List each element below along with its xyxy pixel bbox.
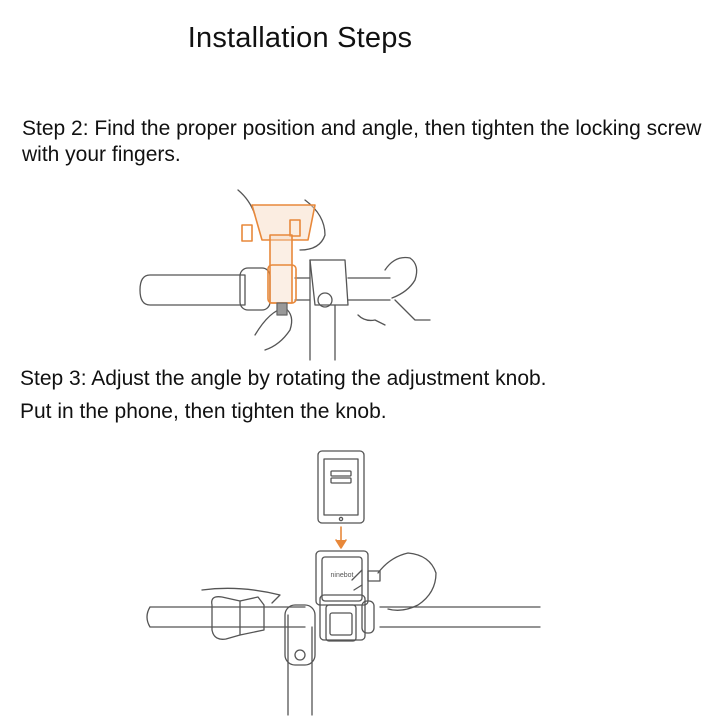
step-3-instruction-line-2: Put in the phone, then tighten the knob. xyxy=(20,400,387,423)
phone-mount xyxy=(242,205,315,303)
step-2-instruction: Step 2: Find the proper position and angle, then tighten the locking screw with your fingers. xyxy=(22,117,702,166)
phone xyxy=(318,451,364,523)
handlebar-grip xyxy=(140,275,245,305)
stem-clamp xyxy=(310,260,348,305)
step-2-illustration xyxy=(130,180,460,360)
step-3-illustration xyxy=(140,445,540,715)
locking-screw xyxy=(277,303,287,315)
insert-arrow-icon xyxy=(336,527,346,548)
right-hand xyxy=(378,553,436,610)
grip xyxy=(212,597,240,640)
mount-brand-label: ninebot xyxy=(330,572,354,579)
handlebar xyxy=(147,607,305,627)
page-title: Installation Steps xyxy=(187,22,413,54)
phone-mount xyxy=(316,551,368,641)
step-3-instruction-line-1: Step 3: Adjust the angle by rotating the adjustment knob. xyxy=(20,367,547,390)
